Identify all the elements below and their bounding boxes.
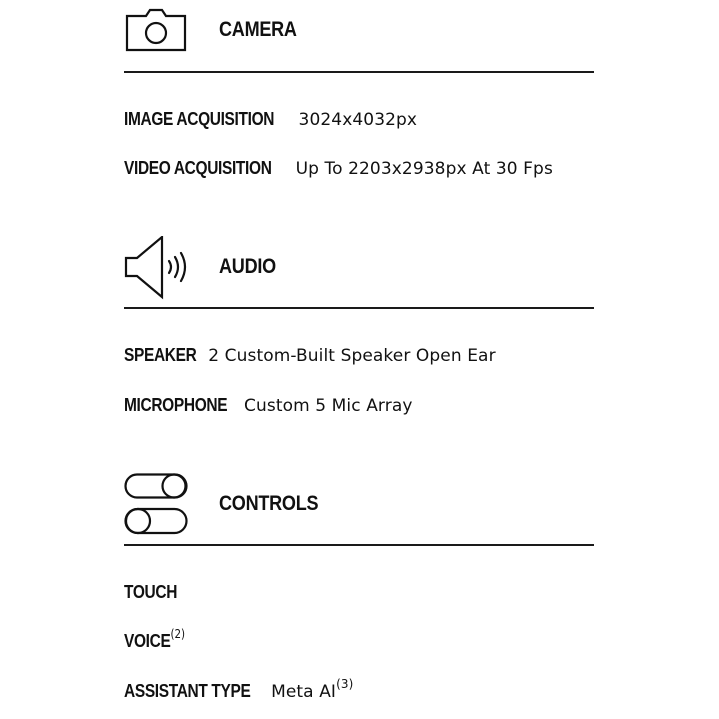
spec-label: TOUCH — [124, 582, 178, 602]
spec-row-image-acquisition — [124, 107, 417, 133]
spec-value-text: Meta AI — [271, 682, 337, 702]
controls-section-header — [124, 473, 594, 553]
audio-divider — [124, 307, 594, 309]
camera-icon — [124, 6, 188, 70]
spec-value: Custom 5 Mic Array — [244, 396, 413, 416]
section-title-controls: CONTROLS — [219, 492, 319, 515]
spec-value: 3024x4032px — [298, 110, 418, 130]
camera-divider — [124, 71, 594, 73]
spec-label: MICROPHONE — [124, 395, 228, 415]
spec-label: SPEAKER — [124, 345, 197, 365]
controls-section — [124, 473, 594, 702]
footnote-marker: (3) — [336, 677, 354, 692]
spec-row-assistant-type — [124, 679, 353, 705]
spec-row-voice — [124, 629, 185, 655]
spec-value: 2 Custom-Built Speaker Open Ear — [208, 346, 496, 366]
controls-divider — [124, 544, 594, 546]
toggle-icon — [124, 473, 188, 537]
spec-label: IMAGE ACQUISITION — [124, 109, 275, 129]
spec-row-speaker — [124, 343, 496, 369]
spec-label: ASSISTANT TYPE — [124, 681, 251, 701]
spec-row-video-acquisition — [124, 156, 553, 182]
camera-section-header — [124, 0, 594, 80]
speaker-icon — [124, 236, 188, 300]
spec-value — [271, 677, 354, 702]
audio-section-header — [124, 236, 594, 316]
footnote-marker: (2) — [170, 627, 186, 641]
spec-label — [124, 629, 185, 653]
section-title-audio: AUDIO — [219, 255, 276, 278]
camera-section — [124, 0, 594, 179]
audio-section — [124, 236, 594, 416]
spec-row-microphone — [124, 393, 413, 419]
spec-label: VIDEO ACQUISITION — [124, 158, 272, 178]
spec-label-text: VOICE — [124, 631, 171, 651]
spec-row-touch — [124, 580, 176, 606]
spec-value: Up To 2203x2938px At 30 Fps — [295, 159, 553, 179]
section-title-camera: CAMERA — [219, 18, 297, 41]
